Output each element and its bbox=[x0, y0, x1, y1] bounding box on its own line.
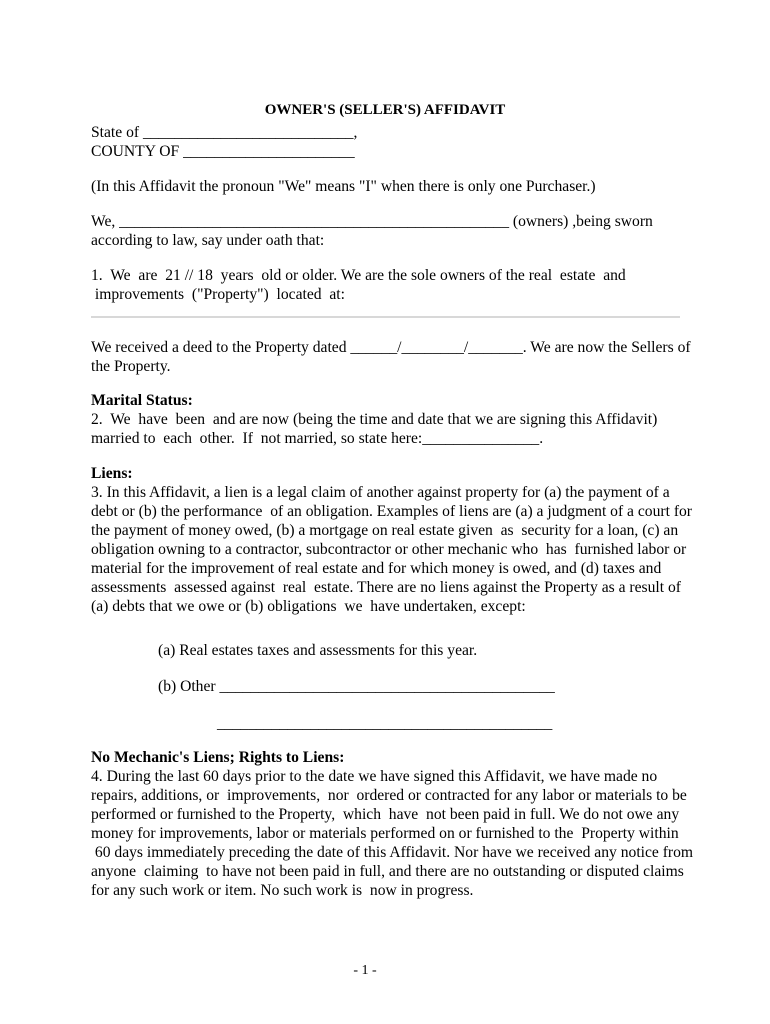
exception-b: (b) Other ___________________________________________ bbox=[158, 678, 555, 695]
text-line: the Property. bbox=[91, 358, 171, 375]
text-line: married to each other. If not married, so state here:_______________. bbox=[91, 430, 544, 447]
oath-paragraph bbox=[91, 212, 653, 250]
text-line: debt or (b) the performance of an obligation. Examples of liens are (a) a judgment of a court for bbox=[91, 503, 692, 520]
mechanics-section bbox=[91, 748, 693, 900]
text-line: performed or furnished to the Property, which have not been paid in full. We do not owe any bbox=[91, 806, 680, 823]
text-line: 3. In this Affidavit, a lien is a legal claim of another against property for (a) the payment of a bbox=[91, 484, 670, 501]
text-line: for any such work or item. No such work is now in progress. bbox=[91, 882, 474, 899]
text-line: (a) debts that we owe or (b) obligations we have undertaken, except: bbox=[91, 598, 526, 615]
pronoun-note: (In this Affidavit the pronoun "We" means "I" when there is only one Purchaser.) bbox=[91, 178, 596, 195]
text-line: according to law, say under oath that: bbox=[91, 232, 325, 249]
address-divider bbox=[91, 316, 680, 318]
text-line: 2. We have been and are now (being the time and date that we are signing this Affidavit) bbox=[91, 411, 658, 428]
text-line: We, __________________________________________________ (owners) ,being sworn bbox=[91, 213, 653, 230]
deed-paragraph bbox=[91, 338, 691, 376]
text-line: money for improvements, labor or materials performed on or furnished to the Property within bbox=[91, 825, 679, 842]
item-1-paragraph bbox=[91, 266, 626, 304]
exception-blank-line: ___________________________________________ bbox=[217, 715, 553, 732]
text-line: 60 days immediately preceding the date of this Affidavit. Nor have we received any notice from bbox=[91, 844, 694, 861]
exception-a: (a) Real estates taxes and assessments for this year. bbox=[158, 642, 478, 659]
liens-section bbox=[91, 464, 692, 616]
text-line: 1. We are 21 // 18 years old or older. We are the sole owners of the real estate and bbox=[91, 267, 626, 284]
text-line: the payment of money owed, (b) a mortgage on real estate given as security for a loan, (c) an bbox=[91, 522, 679, 539]
county-line: COUNTY OF ______________________ bbox=[91, 143, 355, 160]
state-county-block bbox=[91, 123, 357, 161]
text-line: anyone claiming to have not been paid in full, and there are no outstanding or disputed claims bbox=[91, 863, 684, 880]
section-heading: No Mechanic's Liens; Rights to Liens: bbox=[91, 749, 345, 766]
state-line: State of ___________________________, bbox=[91, 124, 358, 141]
text-line: material for the improvement of real estate and for which money is owed, and (d) taxes and bbox=[91, 560, 662, 577]
text-line: obligation owning to a contractor, subcontractor or other mechanic who has furnished labor or bbox=[91, 541, 687, 558]
text-line: assessments assessed against real estate. There are no liens against the Property as a result of bbox=[91, 579, 681, 596]
section-heading: Marital Status: bbox=[91, 392, 193, 409]
page-number: - 1 - bbox=[353, 963, 377, 978]
page-title: OWNER'S (SELLER'S) AFFIDAVIT bbox=[264, 102, 506, 118]
text-line: improvements ("Property") located at: bbox=[91, 286, 345, 303]
section-heading: Liens: bbox=[91, 465, 133, 482]
text-line: 4. During the last 60 days prior to the date we have signed this Affidavit, we have made no bbox=[91, 768, 658, 785]
marital-section bbox=[91, 391, 657, 448]
text-line: We received a deed to the Property dated ______/________/_______. We are now the Sellers of bbox=[91, 339, 691, 356]
text-line: repairs, additions, or improvements, nor ordered or contracted for any labor or materials to be bbox=[91, 787, 687, 804]
